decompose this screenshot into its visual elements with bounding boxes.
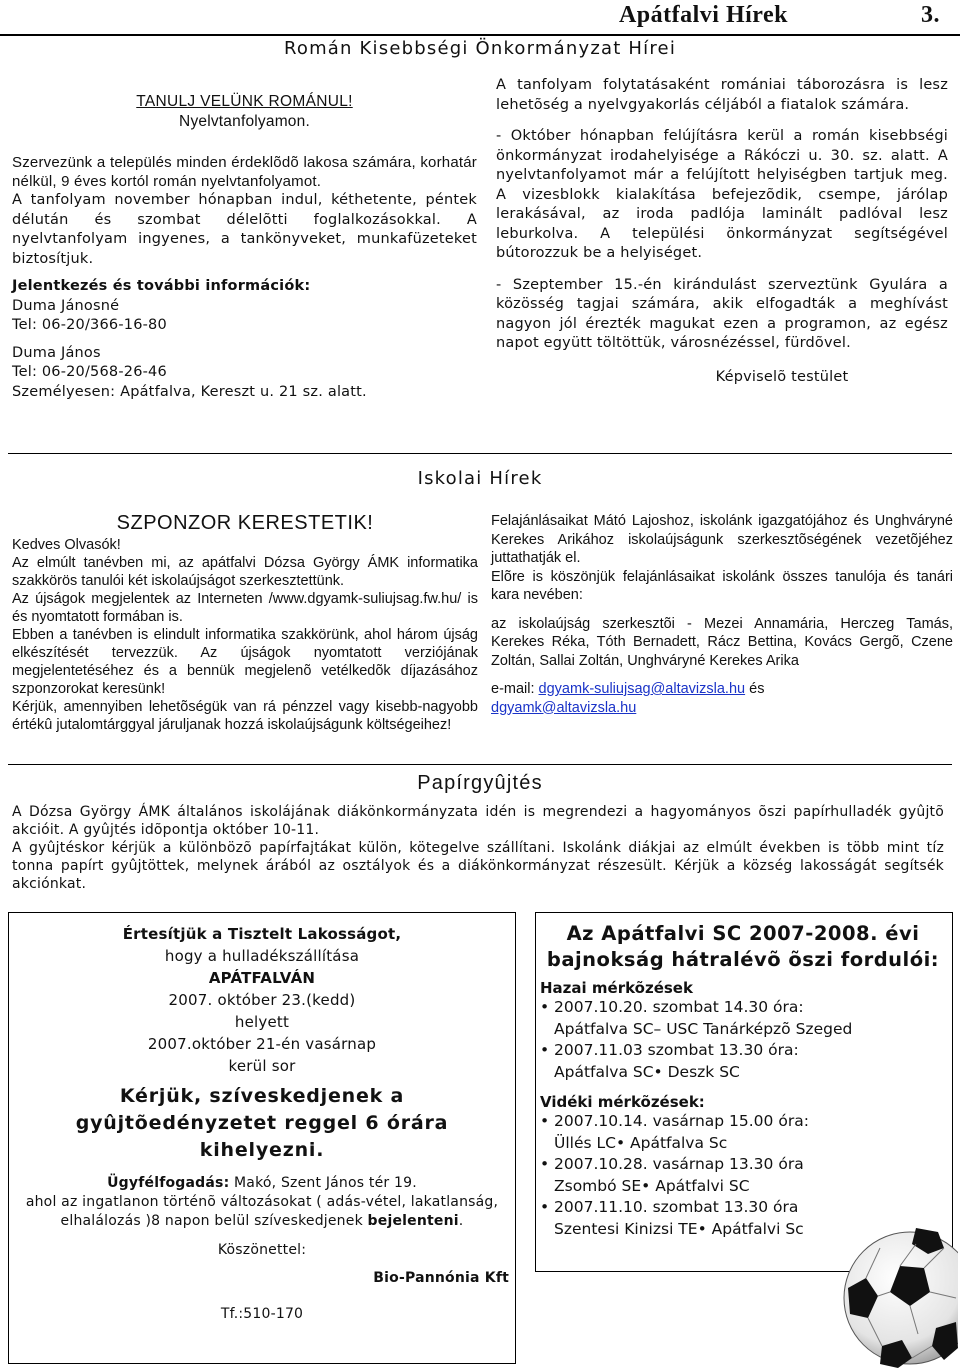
email-label: e-mail: <box>491 681 535 697</box>
notice-info-end: . <box>458 1213 464 1229</box>
papir-p2: A gyûjtéskor kérjük a különbözõ papírfajtákat külön, kötegelve szállítani. Iskolánk diákjai az elmúlt években is több mint tíz tonna papírt gyûjtöttek, melynek árából az osztályok és a diákönkormányzat részesült. Kérjük a község lakosságát segítsék akciónkat. <box>12 840 944 892</box>
notice-info-bold: bejelenteni <box>367 1213 459 1229</box>
notice-line1: Értesítjük a Tisztelt Lakosságot, <box>122 925 402 943</box>
notice-thanks: Köszönettel: <box>217 1242 307 1258</box>
list-item: • 2007.11.10. szombat 13.30 óra Szentesi Kinizsi TE• Apátfalvi Sc <box>540 1197 946 1240</box>
roman-right-p1: A tanfolyam folytatásaként romániai táborozásra is lesz lehetõség a nyelvgyakorlás céljából a fiatalok számára. <box>496 77 948 113</box>
section-divider-2 <box>8 764 952 765</box>
contact2-name: Duma János <box>12 344 101 361</box>
roman-right-p3: - Szeptember 15.-én kirándulást szerveztünk Gyulára a közösség tagjai számára, akik elfogadták a meghívást nagyon jól érezték magukat ezen a programon, az egész napot együtt töltöttük, városnézéssel, fürdõvel. <box>496 276 948 351</box>
notice-line5: helyett <box>234 1013 290 1031</box>
roman-subheading: Nyelvtanfolyamon. <box>179 112 310 130</box>
notice-info <box>9 1193 515 1231</box>
roman-heading: TANULJ VELÜNK ROMÁNUL! <box>136 93 353 110</box>
list-item: • 2007.11.03 szombat 13.30 óra: Apátfalva SC• Deszk SC <box>540 1040 946 1083</box>
contact-in-person: Személyesen: Apátfalva, Kereszt u. 21 sz. alatt. <box>12 383 367 400</box>
notice-bold3: kihelyezni. <box>199 1139 325 1161</box>
email-and: és <box>749 681 765 697</box>
waste-notice-box <box>8 912 516 1364</box>
sport-title2: bajnokság hátralévõ õszi fordulói: <box>546 948 940 971</box>
page-header <box>619 2 940 29</box>
notice-company: Bio-Pannónia Kft <box>373 1270 509 1286</box>
list-item: • 2007.10.28. vasárnap 13.30 óra Zsombó SE• Apátfalvi SC <box>540 1154 946 1197</box>
iskolai-p6: Elõre is köszönjük felajánlásaikat iskolánk összes tanulója és tanári kara nevében: <box>491 568 953 603</box>
roman-left-column <box>12 92 477 402</box>
email-link-2[interactable]: dgyamk@altavizsla.hu <box>491 699 637 716</box>
iskolai-left-column <box>12 510 478 734</box>
notice-line6: 2007.október 21-én vasárnap <box>147 1035 377 1053</box>
list-item: • 2007.10.20. szombat 14.30 óra: Apátfalva SC– USC Tanárképzõ Szeged <box>540 997 946 1040</box>
newspaper-title: Apátfalvi Hírek <box>618 2 788 28</box>
iskolai-p7: az iskolaújság szerkesztõi - Mezei Annamária, Herczeg Tamás, Kerekes Réka, Tóth Bernadett, Rácz Bettina, Kovács Gergõ, Czene Zoltán, Sallai Zoltán, Unghváryné Kerekes Arika <box>491 615 953 669</box>
notice-tel: Tf.:510-170 <box>220 1306 304 1322</box>
iskolai-p2: Az újságok megjelentek az Interneten /www.dgyamk-suliujsag.fw.hu/ is és nyomtatott formában is. <box>12 591 478 625</box>
contact2-tel: Tel: 06-20/568-26-46 <box>12 364 167 380</box>
roman-section-title: Román Kisebbségi Önkormányzat Hírei <box>283 38 677 59</box>
roman-p1: Szervezünk a település minden érdeklõdõ lakosa számára, korhatár nélkül, 9 éves kortól román nyelvtanfolyamot. <box>12 154 477 190</box>
office-address: Makó, Szent János tér 19. <box>234 1175 417 1191</box>
papir-section-title: Papírgyûjtés <box>417 772 543 794</box>
greeting: Kedves Olvasók! <box>12 537 121 553</box>
iskolai-p1: Az elmúlt tanévben mi, az apátfalvi Dózsa György ÁMK informatika szakkörös tanulói két iskolaújságot szerkesztettünk. <box>12 555 478 589</box>
notice-line3: APÁTFALVÁN <box>208 969 316 987</box>
contact1-tel: Tel: 06-20/366-16-80 <box>12 317 167 333</box>
office-label: Ügyfélfogadás: <box>107 1175 230 1191</box>
home-matches <box>540 997 946 1083</box>
roman-signature: Képviselõ testület <box>715 368 849 385</box>
list-item: • 2007.10.14. vasárnap 15.00 óra: Üllés LC• Apátfalva Sc <box>540 1111 946 1154</box>
contact1-name: Duma Jánosné <box>12 297 120 314</box>
notice-line4: 2007. október 23.(kedd) <box>168 991 356 1009</box>
notice-line2: hogy a hulladékszállítása <box>164 947 360 965</box>
sponsor-heading: SZPONZOR KERESTETIK! <box>116 512 374 534</box>
iskolai-p3: Ebben a tanévben is elindult informatika szakkörünk, ahol három újság elkészítését tervezzük. Az újságok nyomtatott verziójának megjelentetéséhez és a bennük megjelenõ vetélkedõk díjazásához szponzorokat keresünk! <box>12 627 478 697</box>
section-divider <box>8 453 952 454</box>
email-line <box>491 680 953 717</box>
notice-bold2: gyûjtõedényzetet reggel 6 órára <box>75 1112 449 1134</box>
email-link-1[interactable]: dgyamk-suliujsag@altavizsla.hu <box>538 681 746 697</box>
sport-title1: Az Apátfalvi SC 2007-2008. évi <box>566 922 920 945</box>
papir-body <box>12 803 944 893</box>
home-label: Hazai mérkõzések <box>540 979 693 997</box>
away-label: Vidéki mérkõzések: <box>540 1093 705 1111</box>
notice-info-text: ahol az ingatlanon történõ változásokat ( adás-vétel, lakatlanság, elhalálozás )8 napon belül szíveskedjenek <box>25 1194 499 1229</box>
iskolai-p5: Felajánlásaikat Mátó Lajoshoz, iskolánk igazgatójához és Unghváryné Kerekes Arikához iskolaújságunk szerkesztõségének vezetõjéhez juttathatják el. <box>491 513 953 566</box>
contact-label: Jelentkezés és további információk: <box>12 278 311 294</box>
roman-right-column <box>496 76 948 387</box>
roman-right-p2: - Október hónapban felújításra kerül a román kisebbségi önkormányzat irodahelyisége a Rákóczi u. 30. sz. alatt. A nyelvtanfolyamot már a felújított helyiségben tartjuk meg. A vizesblokk kialakítása befejezõdik, csempe, járólap lerakásával, az iroda padlója laminált padlóval lesz leburkolva. A települési önkormányzat segítségével bútorozzuk be a helyiséget. <box>496 128 948 261</box>
roman-p2: A tanfolyam november hónapban indul, kéthetente, péntek délután és szombat délelõtti foglalkozásokkal. A nyelvtanfolyam ingyenes, a tankönyveket, munkafüzeteket biztosítjuk. <box>12 192 477 267</box>
iskolai-right-column <box>491 512 953 717</box>
iskolai-p4: Kérjük, amennyiben lehetõségük van rá pénzzel vagy kisebb-nagyobb értékû jutalomtárggyal járuljanak hozzá iskolaújságunk költségeihez! <box>12 699 478 733</box>
papir-p1: A Dózsa György ÁMK általános iskolájának diákönkormányzata idén is megrendezi a hagyományos õszi papírhulladék gyûjtõ akcióit. A gyûjtés idõpontja október 10-11. <box>12 804 944 838</box>
office-line <box>9 1174 515 1193</box>
notice-line7: kerül sor <box>228 1057 296 1075</box>
iskolai-section-title: Iskolai Hírek <box>417 468 543 489</box>
header-rule <box>0 34 960 36</box>
page-number: 3. <box>921 2 940 28</box>
notice-bold1: Kérjük, szíveskedjenek a <box>119 1085 405 1107</box>
soccer-ball-icon <box>840 1218 958 1368</box>
